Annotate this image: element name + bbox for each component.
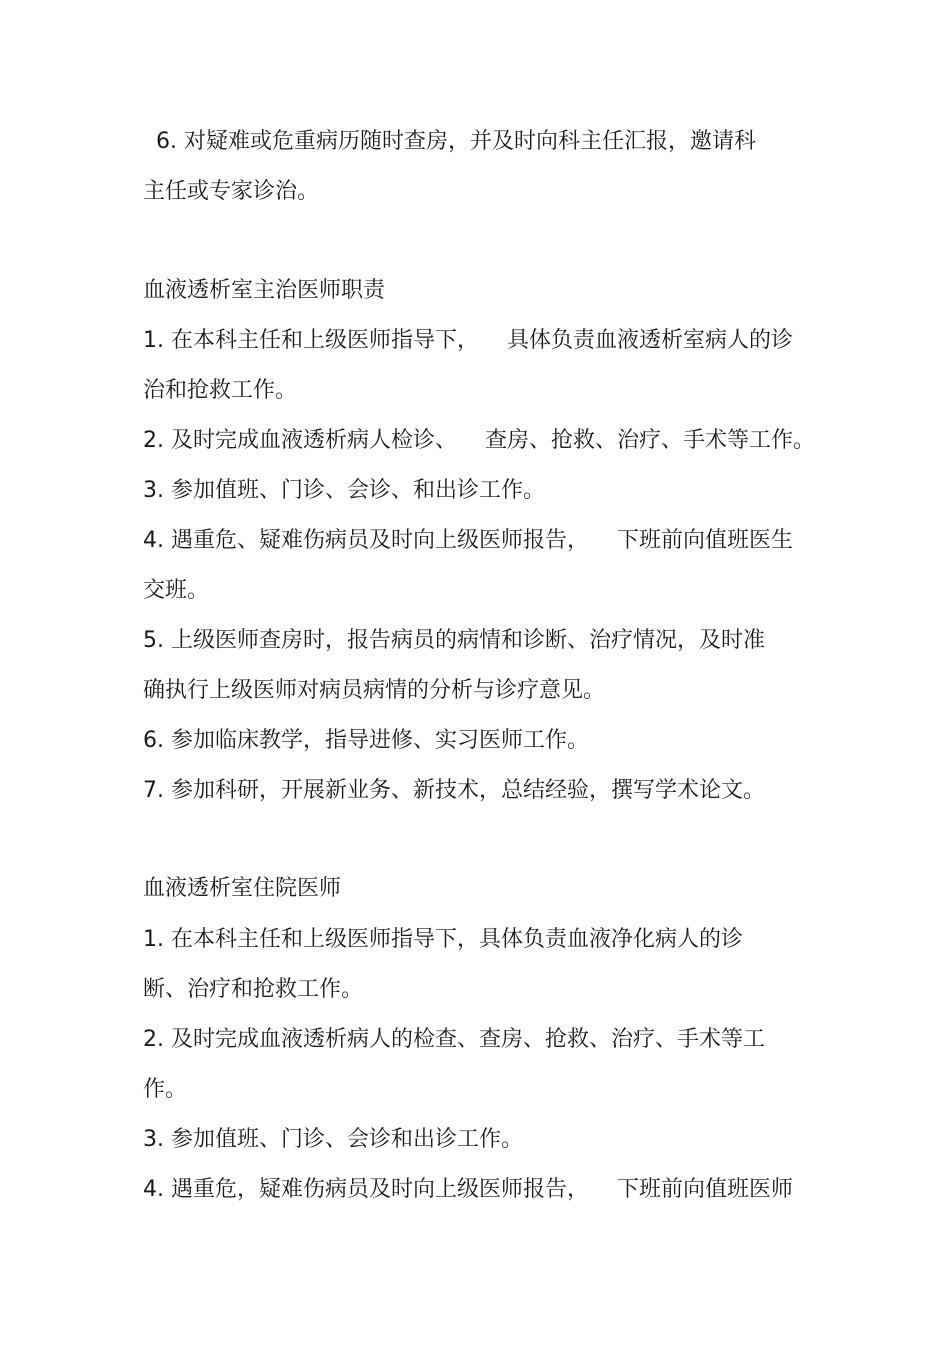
attending-item-4-line-2: 交班。 — [143, 578, 210, 603]
attending-item-7-line-1: 7. 参加科研，开展新业务、新技术，总结经验，撰写学术论文。 — [143, 778, 765, 803]
resident-item-2-line-1: 2. 及时完成血液透析病人的检查、查房、抢救、治疗、手术等工 — [143, 1027, 765, 1052]
attending-item-3-line-1: 3. 参加值班、门诊、会诊、和出诊工作。 — [143, 478, 545, 503]
resident-item-1-line-1: 1. 在本科主任和上级医师指导下，具体负责血液净化病人的诊 — [143, 927, 743, 952]
attending-item-1-line-1: 1. 在本科主任和上级医师指导下， 具体负责血液透析室病人的诊 — [143, 328, 793, 353]
attending-item-6-line-1: 6. 参加临床教学，指导进修、实习医师工作。 — [143, 728, 589, 753]
attending-item-1-line-2: 治和抢救工作。 — [143, 378, 298, 403]
resident-item-1-line-2: 断、治疗和抢救工作。 — [143, 977, 364, 1002]
resident-section-title: 血液透析室住院医师 — [143, 876, 342, 901]
attending-item-5-line-2: 确执行上级医师对病员病情的分析与诊疗意见。 — [143, 678, 606, 703]
resident-item-2-line-2: 作。 — [143, 1077, 188, 1102]
resident-item-4-line-1: 4. 遇重危，疑难伤病员及时向上级医师报告， 下班前向值班医师 — [143, 1177, 793, 1202]
prev-item-6-line-2: 主任或专家诊治。 — [143, 179, 320, 204]
attending-item-5-line-1: 5. 上级医师查房时，报告病员的病情和诊断、治疗情况，及时准 — [143, 628, 765, 653]
attending-item-4-line-1: 4. 遇重危、疑难伤病员及时向上级医师报告， 下班前向值班医生 — [143, 528, 793, 553]
attending-item-2-line-1: 2. 及时完成血液透析病人检诊、 查房、抢救、治疗、手术等工作。 — [143, 428, 815, 453]
resident-item-3-line-1: 3. 参加值班、门诊、会诊和出诊工作。 — [143, 1127, 523, 1152]
attending-section-title: 血液透析室主治医师职责 — [143, 278, 386, 303]
prev-item-6-line-1: 6. 对疑难或危重病历随时查房，并及时向科主任汇报，邀请科 — [156, 129, 756, 154]
